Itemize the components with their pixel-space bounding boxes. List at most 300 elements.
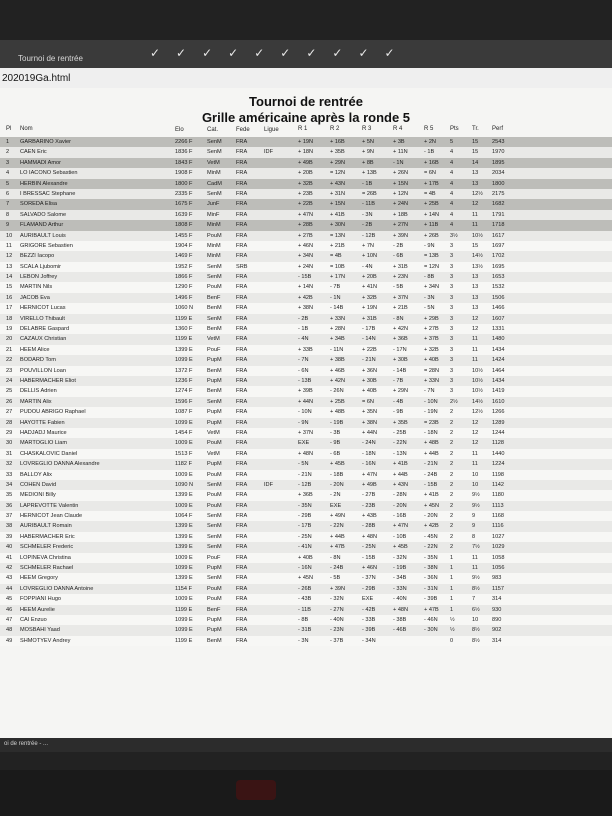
cell-r5: = 12N [424,263,440,270]
cell-r4: - 7B [393,377,404,384]
cell-r4: + 45B [393,544,408,551]
cell-pts: 3 [450,242,454,249]
column-header: Pts [450,126,459,132]
cell-r5: + 27B [424,326,439,333]
cell-r4: - 38B [393,616,407,623]
cell-pl: 4 [6,170,10,177]
cell-fede: FRA [236,398,248,405]
cell-nom: BALLOY Alix [20,471,52,478]
cell-perf: 1128 [492,440,505,447]
column-header: R 3 [362,126,372,132]
cell-tr: 15 [472,149,479,156]
cell-r2: = 4B [330,253,342,260]
cell-r2: + 47B [330,544,345,551]
cell-elo: 1836 F [175,149,193,156]
cell-r5: + 17B [424,180,439,187]
cell-pl: 40 [6,544,13,551]
cell-fede: FRA [236,523,248,530]
cell-r3: - 21N [362,357,376,364]
cell-tr: 11 [472,554,478,561]
cell-r5: - 3N [424,294,435,301]
cell-r5: - 18N [424,429,438,436]
cell-fede: FRA [236,253,248,260]
cell-pl: 26 [6,398,13,405]
taskbar[interactable] [0,738,612,752]
cell-r3: + 46N [362,565,378,572]
cell-tr: 12 [472,201,479,208]
cell-tr: 13½ [472,263,483,270]
cell-cat: BenM [207,637,222,644]
cell-r1: + 47N [298,211,314,218]
cell-pl: 25 [6,388,13,395]
cell-pl: 12 [6,253,13,260]
cell-fede: FRA [236,346,248,353]
cell-elo: 1064 F [175,513,193,520]
cell-perf: 2175 [492,190,505,197]
cell-r1: + 34N [298,253,314,260]
cell-elo: 1199 E [175,637,193,644]
cell-pts: 2 [450,492,454,499]
cell-pts: 3 [450,326,454,333]
cell-r4: - 17N [393,346,407,353]
cell-r2: + 43N [330,180,346,187]
cell-r4: - 1N [393,159,404,166]
cell-perf: 1244 [492,429,505,436]
cell-r1: + 37N [298,429,314,436]
cell-r1: - 7N [298,357,309,364]
cell-pl: 7 [6,201,10,208]
cell-pl: 27 [6,409,13,416]
cell-r4: - 9B [393,409,404,416]
cell-perf: 1142 [492,481,505,488]
cell-r3: - 42B [362,606,376,613]
cell-tr: 9½ [472,492,480,499]
cell-cat: VetM [207,336,220,343]
cell-pts: 2 [450,533,454,540]
cell-fede: FRA [236,305,248,312]
table-row [0,324,612,334]
cell-cat: SenM [207,523,222,530]
cell-r2: - 22N [330,523,344,530]
cell-fede: FRA [236,544,248,551]
cell-cat: SenM [207,139,222,145]
cell-elo: 1372 F [175,367,193,374]
cell-cat: SenM [207,274,222,281]
cell-perf: 1058 [492,554,505,561]
cell-pts: 1 [450,575,454,582]
cell-tr: 9½ [472,502,480,509]
cell-perf: 1697 [492,242,505,249]
cell-cat: SenM [207,533,222,540]
cell-elo: 1399 E [175,575,193,582]
cell-perf: 314 [492,637,502,644]
cell-pts: 2 [450,429,454,436]
cell-fede: FRA [236,492,248,499]
cell-pl: 14 [6,274,13,281]
cell-tr: 6½ [472,606,480,613]
table-row [0,231,612,241]
cell-r4: + 42N [393,326,409,333]
cell-fede: FRA [236,533,248,540]
cell-r5: - 38N [424,565,438,572]
cell-r2: + 39N [330,585,346,592]
cell-perf: 1607 [492,315,505,322]
cell-r3: + 44N [362,429,378,436]
cell-r5: - 15B [424,481,438,488]
cell-r5: + 32B [424,346,439,353]
cell-fede: FRA [236,149,248,156]
cell-pl: 1 [6,139,10,145]
cell-pl: 41 [6,554,13,561]
cell-r4: + 12N [393,190,409,197]
cell-r3: - 11B [362,201,375,208]
cell-r1: - 4N [298,336,309,343]
cell-r1: - 3N [298,637,309,644]
cell-cat: PouM [207,502,222,509]
cell-r4: - 25B [393,429,407,436]
cell-r3: - 15B [362,554,376,561]
cell-tr: 10 [472,471,479,478]
cell-pl: 9 [6,222,10,229]
cell-tr: 8½ [472,637,480,644]
cell-r5: - 9N [424,242,435,249]
table-row [0,532,612,542]
cell-r4: - 22N [393,440,407,447]
cell-cat: PouM [207,471,222,478]
cell-r1: - 15B [298,274,312,281]
cell-nom: HERNICOT Lucas [20,305,66,312]
cell-fede: FRA [236,242,248,249]
cell-r4: + 27N [393,222,409,229]
cell-perf: 1617 [492,232,505,239]
cell-cat: PouM [207,232,222,239]
cell-pts: 1 [450,554,454,561]
cell-r2: - 24B [330,565,344,572]
cell-r4: + 48N [393,606,409,613]
cell-r4: + 44B [393,471,408,478]
cell-nom: CAZAUX Christian [20,336,67,343]
cell-elo: 1360 F [175,326,193,333]
cell-r1: + 18N [298,149,314,156]
cell-r2: + 29N [330,159,346,166]
cell-r1: - 11B [298,606,311,613]
cell-nom: HEEM Aurelie [20,606,55,613]
cell-perf: 1464 [492,367,505,374]
window-titlebar[interactable] [0,40,612,68]
cell-fede: FRA [236,502,248,509]
cell-fede: FRA [236,357,248,364]
cell-nom: GARBARINO Xavier [20,139,71,145]
cell-elo: 1290 F [175,284,193,291]
column-header: Elo [175,127,184,133]
cell-pts: 3 [450,346,454,353]
cell-cat: BenF [207,606,221,613]
cell-r3: - 29B [362,585,376,592]
cell-elo: 1808 F [175,222,193,229]
cell-r1: + 45N [298,575,314,582]
cell-r2: + 17N [330,274,346,281]
cell-r5: - 10N [424,398,438,405]
cell-pl: 3 [6,159,10,166]
cell-r1: + 23B [298,190,313,197]
cell-nom: SALVADO Salome [20,211,67,218]
table-row [0,158,612,168]
window-title: Tournoi de rentrée [18,54,83,63]
cell-fede: FRA [236,222,248,229]
cell-fede: FRA [236,274,248,281]
cell-elo: 1274 F [175,388,193,395]
cell-elo: 1454 F [175,429,193,436]
cell-tr: 11 [472,450,478,457]
cell-nom: AURIBAULT Romain [20,523,72,530]
cell-r1: + 49B [298,159,313,166]
cell-r2: - 3B [330,429,341,436]
cell-cat: PouF [207,554,221,561]
cell-cat: JunF [207,201,220,208]
cell-r4: + 23N [393,274,409,281]
cell-tr: 11 [472,461,478,468]
cell-r2: + 31N [330,190,346,197]
cell-r5: = 23B [424,419,439,426]
cell-pts: 3 [450,388,454,395]
cell-tr: 7 [472,596,476,603]
cell-r3: + 40B [362,388,377,395]
cell-tr: 14½ [472,398,483,405]
cell-tr: 12 [472,440,479,447]
cell-r5: - 31N [424,585,438,592]
cell-elo: 1009 E [175,502,193,509]
cell-tr: 10½ [472,232,483,239]
cell-nom: HAMMADI Amor [20,159,62,166]
cell-pts: 4 [450,180,454,187]
cell-nom: HABERMACHER Eliot [20,377,76,384]
cell-r3: + 8B [362,159,374,166]
cell-pl: 38 [6,523,13,530]
cell-elo: 1099 E [175,357,193,364]
cell-r2: + 45B [330,461,345,468]
cell-r2: - 20N [330,481,344,488]
cell-pts: 3 [450,357,454,364]
cell-r5: - 20N [424,513,438,520]
cell-pts: 4 [450,201,454,208]
cell-fede: FRA [236,139,248,145]
cell-r3: + 32B [362,294,377,301]
cell-perf: 1198 [492,471,505,478]
cell-pts: 2 [450,471,454,478]
cell-r5: + 47B [424,606,439,613]
cell-r2: + 30N [330,222,346,229]
cell-cat: VetM [207,159,220,166]
cell-fede: FRA [236,429,248,436]
cell-r3: - 18N [362,450,376,457]
cell-r2: - 8N [330,554,341,561]
cell-r5: + 33N [424,377,440,384]
cell-pts: 2 [450,502,454,509]
cell-pts: 5 [450,139,454,145]
table-row [0,542,612,552]
cell-elo: 1154 F [175,585,192,592]
cell-pts: 3 [450,253,454,260]
cell-pl: 31 [6,450,13,457]
cell-cat: PupM [207,419,222,426]
cell-r2: - 18B [330,471,344,478]
cell-r5: - 19N [424,409,438,416]
table-row [0,251,612,261]
cell-r4: - 16B [393,513,407,520]
cell-cat: SenM [207,481,222,488]
cell-nom: CAI Enzuo [20,616,47,623]
cell-nom: SCALA Ljubomir [20,263,62,270]
cell-perf: 1027 [492,533,505,540]
table-row [0,615,612,625]
cell-cat: PupM [207,627,222,634]
cell-r5: - 36N [424,575,438,582]
table-row [0,397,612,407]
cell-perf: 1116 [492,523,504,530]
cell-r5: - 5N [424,305,435,312]
cell-r5: + 41B [424,492,439,499]
cell-r1: - 43B [298,596,312,603]
cell-r1: - 8B [298,616,309,623]
cell-r3: + 43B [362,513,377,520]
cell-r3: + 19N [362,305,378,312]
cell-pl: 36 [6,502,13,509]
cell-cat: MinM [207,222,221,229]
cell-cat: CadM [207,180,222,187]
cell-r2: + 34B [330,336,345,343]
cell-nom: GRIGORE Sebastien [20,242,73,249]
cell-tr: 10½ [472,388,483,395]
cell-pl: 37 [6,513,13,520]
cell-r4: + 3B [393,139,405,145]
cell-r5: = 28N [424,367,440,374]
cell-pl: 5 [6,180,10,187]
cell-pl: 43 [6,575,13,582]
cell-r2: - 2N [330,492,341,499]
cell-r4: - 33N [393,585,407,592]
cell-r1: + 48N [298,450,314,457]
cell-perf: 983 [492,575,502,582]
cell-r1: - 2B [298,315,309,322]
cell-r3: - 14N [362,336,376,343]
cell-elo: 1099 E [175,616,193,623]
standings-table [0,137,612,646]
cell-nom: LEBON Joffrey [20,274,58,281]
cell-fede: FRA [236,627,248,634]
cell-pl: 28 [6,419,13,426]
cell-r5: + 2N [424,139,436,145]
address-text: 202019Ga.html [2,73,71,84]
cell-fede: FRA [236,284,248,291]
cell-r4: - 34B [393,575,407,582]
cell-r5: + 44B [424,450,439,457]
cell-cat: SenM [207,190,222,197]
cell-r4: + 29N [393,388,409,395]
cell-tr: 8½ [472,585,480,592]
cell-r4: - 46B [393,627,407,634]
cell-r3: - 25N [362,544,376,551]
cell-tr: 13 [472,305,479,312]
table-row [0,407,612,417]
table-row [0,199,612,209]
cell-pts: 3 [450,263,454,270]
cell-fede: FRA [236,565,248,572]
cell-perf: 1682 [492,201,505,208]
cell-r2: - 1N [330,294,341,301]
cell-pl: 19 [6,326,13,333]
table-row [0,189,612,199]
cell-r1: + 24N [298,263,314,270]
taskbar-item[interactable]: oi de rentrée - ... [4,741,49,747]
cell-perf: 1800 [492,180,505,187]
cell-pl: 13 [6,263,13,270]
cell-elo: 1182 F [175,461,192,468]
table-row [0,418,612,428]
column-header: Pl [6,126,12,132]
cell-cat: BenF [207,294,221,301]
cell-pl: 48 [6,627,13,634]
cell-r4: - 19B [393,565,407,572]
cell-tr: 13 [472,180,479,187]
cell-r2: - 7B [330,284,341,291]
cell-r3: + 30B [362,377,377,384]
address-bar[interactable] [0,68,612,89]
cell-r1: + 36B [298,492,313,499]
cell-tr: 12 [472,429,479,436]
cell-r1: + 14N [298,284,314,291]
cell-cat: PouM [207,492,222,499]
cell-pts: 2 [450,513,454,520]
cell-nom: MARTIN Alix [20,398,52,405]
cell-cat: SenM [207,263,222,270]
cell-r2: - 6B [330,450,341,457]
cell-pl: 11 [6,242,12,249]
cell-r4: + 36B [393,336,408,343]
cell-r3: - 34N [362,637,376,644]
cell-r2: + 15N [330,201,346,208]
cell-elo: 1455 F [175,232,193,239]
cell-r1: + 19N [298,139,314,145]
cell-perf: 1419 [492,388,505,395]
cell-r4: - 32N [393,554,407,561]
cell-pts: 3 [450,377,454,384]
cell-nom: PUDOU ABRIGO Raphael [20,409,86,416]
cell-pts: ½ [450,616,455,623]
cell-cat: PupM [207,377,222,384]
cell-pts: 3 [450,367,454,374]
cell-r2: + 21B [330,242,345,249]
cell-tr: 10½ [472,377,483,384]
cell-cat: BenM [207,367,222,374]
cell-r1: + 22B [298,201,313,208]
cell-r3: - 12B [362,232,376,239]
table-row [0,168,612,178]
cell-r5: + 16B [424,159,439,166]
cell-perf: 1970 [492,149,505,156]
cell-r1: - 9N [298,419,309,426]
cell-perf: 1434 [492,346,505,353]
cell-r2: + 42N [330,377,346,384]
table-row [0,636,612,646]
cell-r1: - 13B [298,377,312,384]
cell-nom: LOVREGLIO DANNA Antoine [20,585,94,592]
cell-pts: 3 [450,315,454,322]
cell-nom: HABERMACHER Eric [20,533,75,540]
cell-cat: SenM [207,149,222,156]
cell-pl: 17 [6,305,13,312]
column-header: R 2 [330,126,340,132]
cell-r1: - 35N [298,502,312,509]
